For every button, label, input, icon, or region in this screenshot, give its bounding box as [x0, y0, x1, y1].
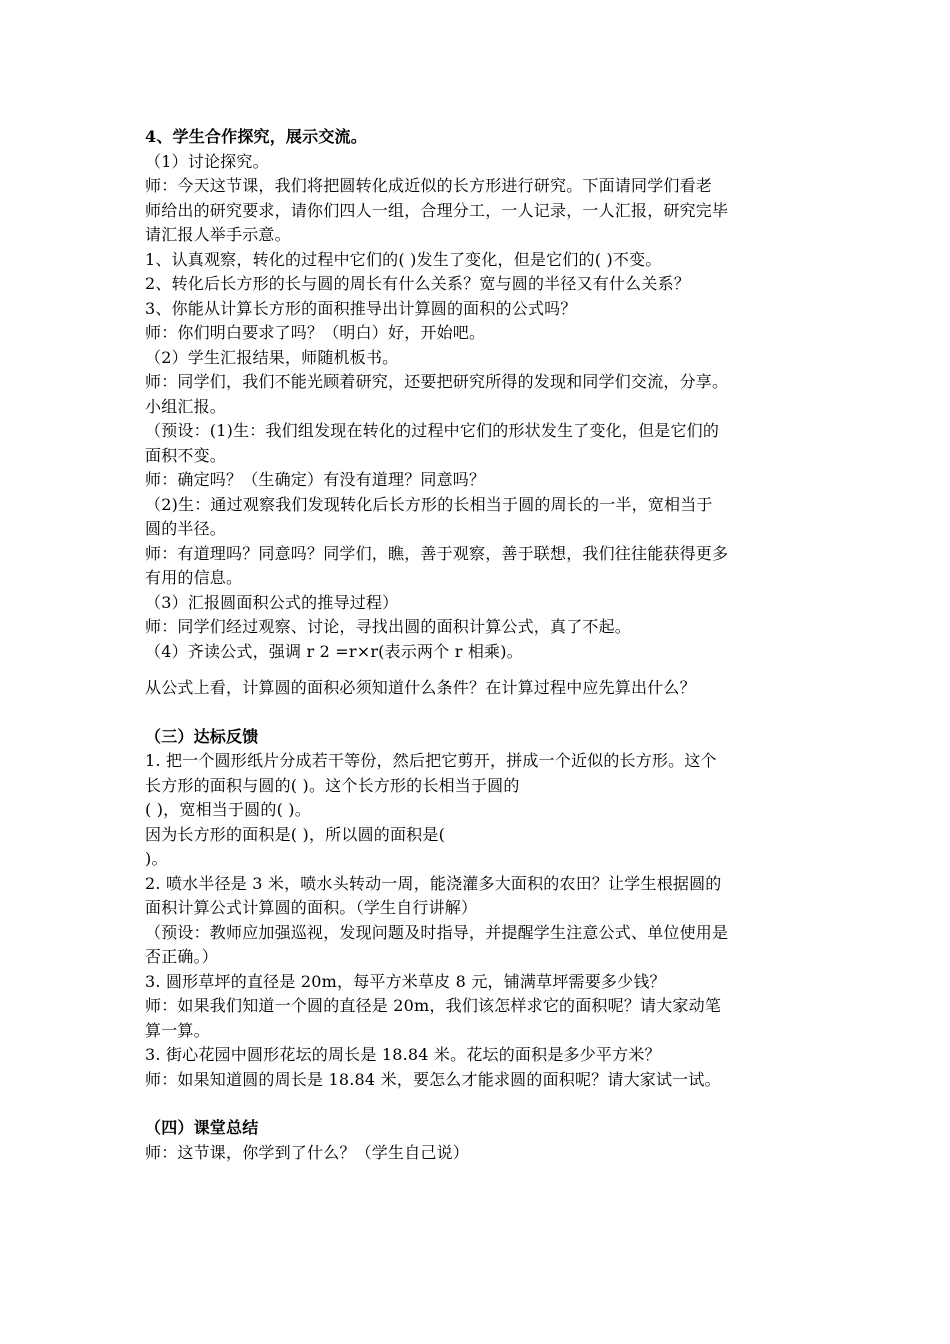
- text-line: 师：你们明白要求了吗？（明白）好，开始吧。: [145, 323, 486, 342]
- text-line: （3）汇报圆面积公式的推导过程）: [145, 592, 399, 612]
- text-line: （2)生：通过观察我们发现转化后长方形的长相当于圆的周长的一半，宽相当于: [145, 494, 713, 514]
- text-line: （预设：(1)生：我们组发现在转化的过程中它们的形状发生了变化，但是它们的: [145, 421, 720, 440]
- text-line: （1）讨论探究。: [145, 151, 269, 171]
- text-line: 师：确定吗？（生确定）有没有道理？同意吗？: [145, 470, 486, 489]
- document-body: [145, 125, 810, 1165]
- text-line: 师：这节课，你学到了什么？（学生自己说）: [145, 1142, 470, 1162]
- paragraph-spacer: [145, 1092, 810, 1116]
- text-line: 3. 圆形草坪的直径是 20m，每平方米草皮 8 元，铺满草坪需要多少钱？: [145, 971, 666, 991]
- text-line: )。: [145, 849, 168, 868]
- text-line: 3. 街心花园中圆形花坛的周长是 18.84 米。花坛的面积是多少平方米？: [145, 1045, 661, 1064]
- text-line: 3、你能从计算长方形的面积推导出计算圆的面积的公式吗？: [145, 298, 577, 318]
- text-line: （预设：教师应加强巡视，发现问题及时指导，并提醒学生注意公式、单位使用是: [145, 922, 729, 942]
- text-line: 师给出的研究要求，请你们四人一组，合理分工，一人记录，一人汇报，研究完毕: [145, 200, 729, 220]
- section-heading: （三）达标反馈: [145, 726, 259, 746]
- text-line: 算一算。: [145, 1020, 210, 1040]
- text-line: （2）学生汇报结果，师随机板书。: [145, 347, 399, 367]
- text-line: 因为长方形的面积是( )，所以圆的面积是(: [145, 824, 446, 844]
- section-heading: 4、学生合作探究，展示交流。: [145, 127, 367, 146]
- paragraph-spacer: [145, 701, 810, 725]
- text-line: （4）齐读公式，强调 r 2 =r×r(表示两个 r 相乘)。: [145, 641, 523, 661]
- text-line: 2、转化后长方形的长与圆的周长有什么关系？宽与圆的半径又有什么关系？: [145, 274, 690, 293]
- text-line: 1. 把一个圆形纸片分成若干等份，然后把它剪开，拼成一个近似的长方形。这个: [145, 751, 717, 770]
- text-line: 小组汇报。: [145, 396, 227, 416]
- text-line: 1、认真观察，转化的过程中它们的( )发生了变化，但是它们的( )不变。: [145, 249, 662, 269]
- text-line: 师：同学们，我们不能光顾着研究，还要把研究所得的发现和同学们交流，分享。: [145, 372, 729, 391]
- text-line: ( )，宽相当于圆的( )。: [145, 800, 311, 819]
- text-line: 长方形的面积与圆的( )。这个长方形的长相当于圆的: [145, 775, 520, 795]
- text-line: 师：今天这节课，我们将把圆转化成近似的长方形进行研究。下面请同学们看老: [145, 176, 713, 195]
- paragraph-spacer: [145, 664, 810, 676]
- text-line: 面积计算公式计算圆的面积。（学生自行讲解）: [145, 898, 478, 917]
- text-line: 师：如果我们知道一个圆的直径是 20m，我们该怎样求它的面积呢？请大家动笔: [145, 996, 722, 1015]
- text-line: 师：有道理吗？同意吗？同学们，瞧，善于观察，善于联想，我们往往能获得更多: [145, 543, 729, 563]
- section-heading: （四）课堂总结: [145, 1118, 259, 1137]
- text-line: 请汇报人举手示意。: [145, 225, 291, 244]
- text-line: 从公式上看，计算圆的面积必须知道什么条件？在计算过程中应先算出什么？: [145, 678, 696, 697]
- text-line: 圆的半径。: [145, 519, 227, 538]
- text-line: 师：同学们经过观察、讨论，寻找出圆的面积计算公式，真了不起。: [145, 617, 632, 636]
- text-line: 面积不变。: [145, 445, 227, 465]
- text-line: 2. 喷水半径是 3 米，喷水头转动一周，能浇灌多大面积的农田？让学生根据圆的: [145, 873, 722, 893]
- text-line: 否正确。）: [145, 947, 219, 966]
- text-line: 有用的信息。: [145, 568, 243, 587]
- text-line: 师：如果知道圆的周长是 18.84 米，要怎么才能求圆的面积呢？请大家试一试。: [145, 1069, 721, 1089]
